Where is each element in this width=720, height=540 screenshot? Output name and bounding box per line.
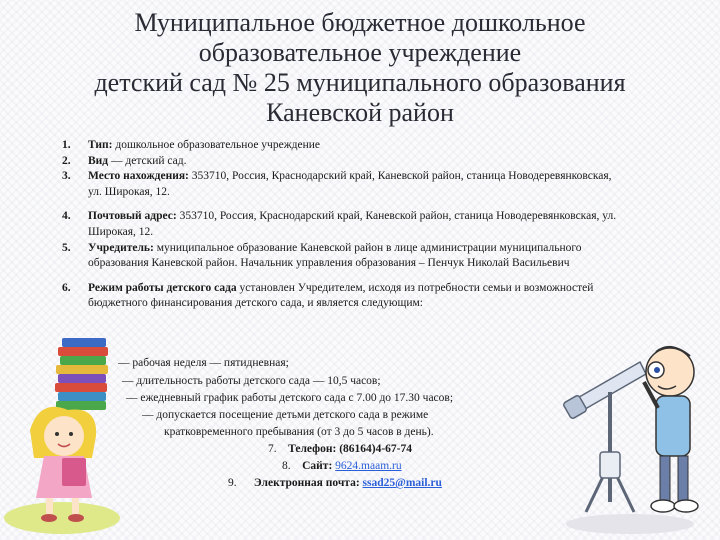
contact-site bbox=[282, 459, 402, 475]
item-number: 5. bbox=[62, 241, 71, 254]
list-item-postal bbox=[62, 209, 622, 240]
schedule-line-5: кратковременного пребывания (от 3 до 5 часов в день). bbox=[164, 426, 434, 438]
item-number: 6. bbox=[62, 281, 71, 294]
book-stack bbox=[55, 338, 108, 410]
item-label: Режим работы детского сада bbox=[88, 281, 237, 294]
site-label: Сайт: bbox=[302, 460, 333, 472]
grass-patch bbox=[4, 502, 120, 534]
schedule-line-2: — длительность работы детского сада — 10,5 часов; bbox=[122, 375, 381, 387]
contact-phone bbox=[268, 442, 412, 458]
title-line-4: Каневской район bbox=[266, 98, 454, 127]
item-label: Место нахождения: bbox=[88, 170, 189, 183]
item-number: 9. bbox=[228, 477, 237, 489]
list-item-founder bbox=[62, 241, 622, 272]
schedule-line-4: — допускается посещение детьми детского сада в режиме bbox=[142, 409, 429, 421]
item-number: 7. bbox=[268, 443, 277, 455]
list-item-schedule bbox=[62, 281, 622, 312]
item-text: муниципальное образование Каневской район в лице администрации муниципального образования Каневской район. Начальник управления образования – Пенчук Николай Васильевич bbox=[88, 241, 582, 270]
schedule-line-3: — ежедневный график работы детского сада с 7.00 до 17.30 часов; bbox=[126, 392, 454, 404]
list-item-location bbox=[62, 169, 622, 200]
email-label: Электронная почта: bbox=[253, 477, 360, 489]
item-text: 353710, Россия, Краснодарский край, Каневской район, станица Новодеревянковская, ул. Широкая, 12. bbox=[88, 210, 617, 238]
item-text: — детский сад. bbox=[108, 154, 187, 167]
item-text: 353710, Россия, Краснодарский край, Каневской район, станица Новодеревянковская, ул. Широкая, 12. bbox=[88, 170, 612, 198]
item-label: Почтовый адрес: bbox=[88, 210, 177, 223]
contact-email bbox=[228, 476, 442, 492]
item-number: 3. bbox=[62, 170, 71, 183]
telescope bbox=[563, 362, 646, 512]
item-number: 2. bbox=[62, 154, 71, 167]
item-label: Учредитель: bbox=[88, 241, 154, 254]
item-number: 1. bbox=[62, 139, 71, 151]
email-link[interactable]: ssad25@mail.ru bbox=[362, 477, 442, 489]
kid bbox=[644, 347, 698, 512]
site-link[interactable]: 9624.maam.ru bbox=[335, 460, 402, 472]
item-number: 8. bbox=[282, 460, 291, 472]
list-item-kind bbox=[62, 154, 622, 170]
item-text: дошкольное образовательное учреждение bbox=[112, 139, 321, 151]
list-item-type bbox=[62, 138, 622, 154]
telescope-kid-illustration bbox=[560, 312, 720, 540]
item-label: Тип: bbox=[88, 139, 113, 151]
title-line-3: детский сад № 25 муниципального образования bbox=[94, 68, 626, 97]
item-number: 4. bbox=[62, 210, 71, 223]
page-title bbox=[40, 8, 680, 128]
ground-shadow bbox=[566, 514, 694, 534]
title-line-2: образовательное учреждение bbox=[198, 38, 522, 67]
item-text: установлен Учредителем, исходя из потребности семьи и возможностей бюджетного финансирования детского сада, и является следующим: bbox=[88, 281, 594, 310]
schedule-line-1: — рабочая неделя — пятидневная; bbox=[118, 357, 289, 369]
phone-label: Телефон: (86164)4-67-74 bbox=[288, 443, 413, 455]
info-list bbox=[62, 138, 622, 312]
girl-with-books-illustration bbox=[0, 318, 140, 540]
item-label: Вид bbox=[88, 154, 109, 167]
title-line-1: Муниципальное бюджетное дошкольное bbox=[134, 8, 586, 37]
